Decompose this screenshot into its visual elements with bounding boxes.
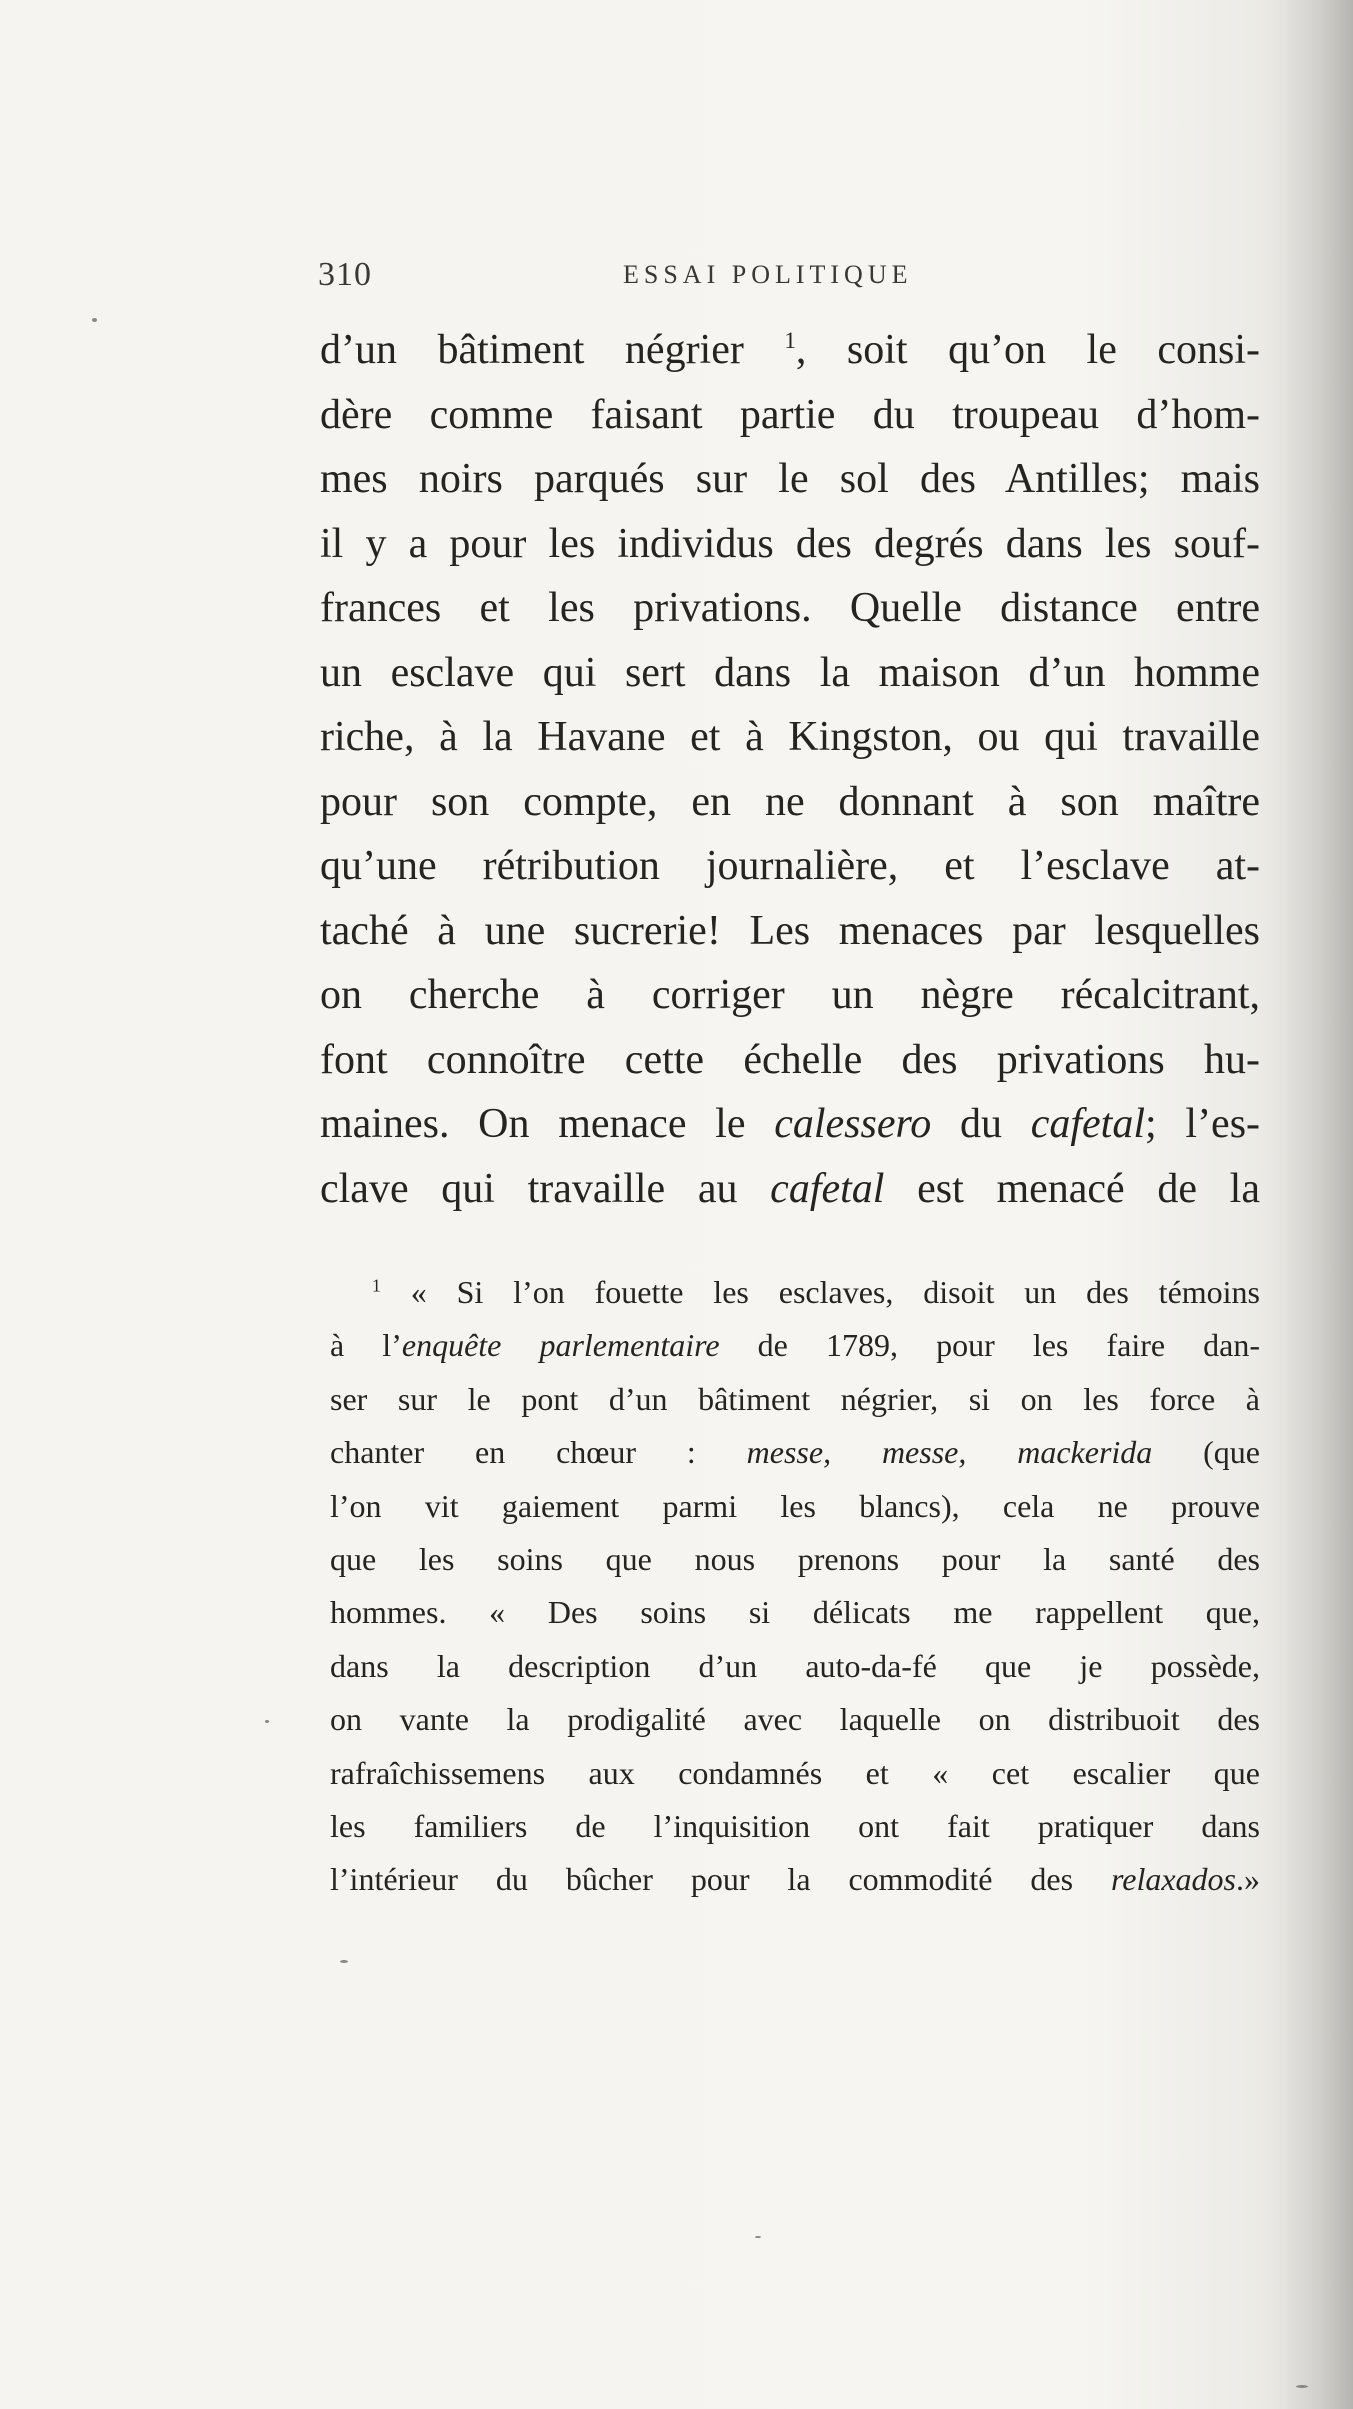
text-line: un esclave qui sert dans la maison d’un homme — [320, 649, 1260, 696]
footnote-reference: 1 — [784, 327, 796, 353]
footnote-line: que les soins que nous prenons pour la santé des — [330, 1540, 1260, 1577]
text-line: frances et les privations. Quelle distance entre — [320, 585, 1260, 631]
text-line: maines. On menace le calessero du cafetal; l’es- — [320, 1101, 1261, 1147]
text-line: d’un bâtiment négrier $^1$, soit qu’on le consi- — [320, 327, 1261, 373]
text-line: qu’une rétribution journalière, et l’esclave at- — [320, 843, 1260, 889]
text-line: mes noirs parqués sur le sol des Antilles; mais — [320, 456, 1260, 502]
paper-speck — [340, 1960, 348, 1963]
text-line: clave qui travaille au cafetal est menacé de la — [320, 1165, 1260, 1212]
paper-speck — [755, 2236, 761, 2238]
footnote-line: l’intérieur du bûcher pour la commodité des relaxados.» — [330, 1861, 1260, 1898]
footnote-line: à l’enquête parlementaire de 1789, pour les faire dan- — [330, 1327, 1261, 1364]
text-line: riche, à la Havane et à Kingston, ou qui travaille — [320, 714, 1260, 760]
footnote-line: $^1$ « Si l’on fouette les esclaves, disoit un des témoins — [372, 1274, 1261, 1310]
footnote-line: ser sur le pont d’un bâtiment négrier, si on les force à — [330, 1380, 1260, 1417]
paper-speck — [265, 1720, 269, 1723]
text-line: il y a pour les individus des degrés dans les souf- — [320, 520, 1260, 567]
footnote-line: l’on vit gaiement parmi les blancs), cela ne prouve — [330, 1487, 1260, 1524]
paper-speck — [92, 318, 97, 322]
page-number: 310 — [318, 256, 372, 293]
footnote-marker: 1 — [372, 1275, 381, 1296]
footnote-line: dans la description d’un auto-da-fé que je possède, — [330, 1647, 1260, 1684]
page-header — [318, 256, 1260, 296]
text-line: font connoître cette échelle des privations hu- — [320, 1036, 1260, 1083]
footnote-line: les familiers de l’inquisition ont fait pratiquer dans — [330, 1807, 1260, 1844]
text-line: taché à une sucrerie! Les menaces par lesquelles — [320, 907, 1260, 954]
running-head: ESSAI POLITIQUE — [623, 260, 913, 289]
footnote-line: rafraîchissemens aux condamnés et « cet escalier que — [330, 1754, 1260, 1791]
body-text — [320, 318, 1260, 1221]
paper-speck — [1296, 2385, 1308, 2388]
footnote — [330, 1266, 1260, 1907]
footnote-line: hommes. « Des soins si délicats me rappellent que, — [330, 1594, 1260, 1631]
footnote-line: chanter en chœur : messe, messe, mackerida (que — [330, 1434, 1260, 1471]
text-line: on cherche à corriger un nègre récalcitrant, — [320, 972, 1260, 1018]
page-edge-shadow — [1283, 0, 1353, 2409]
footnote-line: on vante la prodigalité avec laquelle on distribuoit des — [330, 1701, 1260, 1738]
text-line: dère comme faisant partie du troupeau d’hom- — [320, 391, 1260, 438]
text-line: pour son compte, en ne donnant à son maître — [320, 778, 1260, 825]
